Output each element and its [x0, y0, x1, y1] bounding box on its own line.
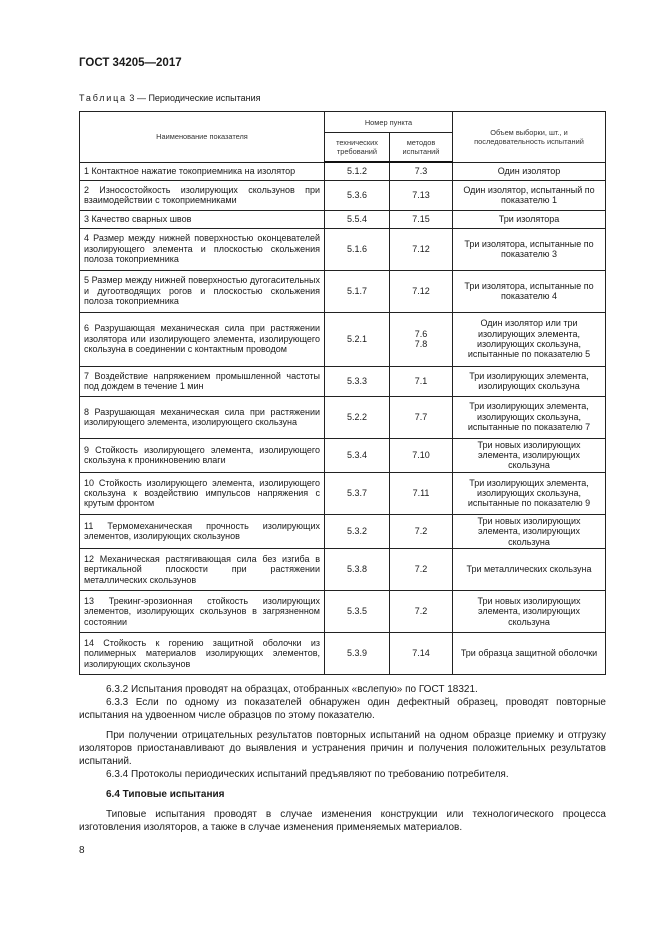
- table-row: [80, 270, 606, 312]
- header-tech-requirements: технических требований: [325, 133, 390, 163]
- cell-tech-requirement: 5.3.9: [325, 632, 390, 674]
- cell-name: 12 Механическая растягивающая сила без изгиба в вертикальной плоскости при растяжении металлических скользунов: [80, 548, 325, 590]
- header-volume: Объем выборки, шт., и последовательность испытаний: [453, 112, 606, 163]
- cell-name: 6 Разрушающая механическая сила при растяжении изолятора или изолирующего элемента, изолирующего скользуна в соединении с контактным проводом: [80, 312, 325, 366]
- cell-test-method: 7.11: [390, 472, 453, 514]
- section-heading-6-4: 6.4 Типовые испытания: [106, 789, 225, 801]
- periodic-tests-table: [79, 111, 606, 675]
- paragraph-type-tests: Типовые испытания проводят в случае изменения конструкции или технологического процесса изготовления изоляторов, а также в случае изменения применяемых материалов.: [79, 808, 606, 833]
- table-body: [80, 162, 606, 674]
- cell-name: 8 Разрушающая механическая сила при растяжении изолирующего элемента, изолирующего скользуна: [80, 396, 325, 438]
- header-number-group: Номер пункта: [325, 112, 453, 133]
- table-row: [80, 632, 606, 674]
- header-test-methods: методов испытаний: [390, 133, 453, 163]
- cell-name: 4 Размер между нижней поверхностью оконцевателей изолирующего элемента и плоскостью скольжения полоза токоприемника: [80, 228, 325, 270]
- cell-test-method: 7.14: [390, 632, 453, 674]
- cell-test-method: 7.12: [390, 228, 453, 270]
- cell-tech-requirement: 5.2.2: [325, 396, 390, 438]
- cell-tech-requirement: 5.3.3: [325, 366, 390, 396]
- cell-tech-requirement: 5.5.4: [325, 210, 390, 228]
- paragraph-6-3-3: 6.3.3 Если по одному из показателей обнаружен один дефектный образец, проводят повторные испытания на удвоенном числе образцов по этому показателю.: [79, 697, 606, 722]
- paragraph-retest: При получении отрицательных результатов повторных испытаний на одном образце приемку и отгрузку изоляторов приостанавливают до выявления и устранения причин и получения положительных результатов испытаний.: [79, 729, 606, 768]
- table-row: [80, 438, 606, 472]
- cell-name: 5 Размер между нижней поверхностью дугогасительных и дугоотводящих рогов и плоскостью скольжения полоза токоприемника: [80, 270, 325, 312]
- cell-sample-volume: Три изолирующих элемента, изолирующих скользуна, испытанные по показателю 7: [453, 396, 606, 438]
- table-row: [80, 366, 606, 396]
- cell-sample-volume: Три новых изолирующих элемента, изолирующих скользуна: [453, 438, 606, 472]
- cell-sample-volume: Три новых изолирующих элемента, изолирующих скользуна: [453, 514, 606, 548]
- cell-tech-requirement: 5.3.8: [325, 548, 390, 590]
- cell-test-method: 7.7: [390, 396, 453, 438]
- cell-name: 11 Термомеханическая прочность изолирующих элементов, изолирующих скользунов: [80, 514, 325, 548]
- cell-name: 2 Износостойкость изолирующих скользунов при взаимодействии с токоприемниками: [80, 180, 325, 210]
- cell-tech-requirement: 5.3.2: [325, 514, 390, 548]
- table-row: [80, 548, 606, 590]
- table-row: [80, 210, 606, 228]
- cell-sample-volume: Три изолятора, испытанные по показателю 4: [453, 270, 606, 312]
- table-row: [80, 396, 606, 438]
- cell-test-method: 7.2: [390, 548, 453, 590]
- cell-test-method: 7.10: [390, 438, 453, 472]
- cell-test-method: 7.2: [390, 590, 453, 632]
- paragraph-6-3-4: 6.3.4 Протоколы периодических испытаний предъявляют по требованию потребителя.: [106, 769, 509, 781]
- cell-tech-requirement: 5.1.2: [325, 162, 390, 180]
- cell-test-method: 7.6 7.8: [390, 312, 453, 366]
- cell-tech-requirement: 5.3.7: [325, 472, 390, 514]
- table-row: [80, 312, 606, 366]
- cell-tech-requirement: 5.3.5: [325, 590, 390, 632]
- table-row: [80, 472, 606, 514]
- table-row: [80, 590, 606, 632]
- cell-name: 1 Контактное нажатие токоприемника на изолятор: [80, 162, 325, 180]
- header-name: Наименование показателя: [80, 112, 325, 163]
- cell-tech-requirement: 5.3.4: [325, 438, 390, 472]
- table-row: [80, 514, 606, 548]
- page-number: 8: [79, 845, 85, 856]
- cell-test-method: 7.1: [390, 366, 453, 396]
- paragraph-6-3-2: 6.3.2 Испытания проводят на образцах, отобранных «вслепую» по ГОСТ 18321.: [106, 684, 478, 695]
- cell-tech-requirement: 5.3.6: [325, 180, 390, 210]
- cell-sample-volume: Один изолятор или три изолирующих элемента, изолирующих скользуна, испытанные по показателю 5: [453, 312, 606, 366]
- cell-sample-volume: Три изолирующих элемента, изолирующих скользуна: [453, 366, 606, 396]
- table-row: [80, 228, 606, 270]
- cell-test-method: 7.12: [390, 270, 453, 312]
- cell-tech-requirement: 5.1.7: [325, 270, 390, 312]
- table-row: [80, 180, 606, 210]
- cell-test-method: 7.15: [390, 210, 453, 228]
- table-caption-label: Таблица: [79, 93, 127, 103]
- cell-sample-volume: Три новых изолирующих элемента, изолирующих скользуна: [453, 590, 606, 632]
- cell-name: 13 Трекинг-эрозионная стойкость изолирующих элементов, изолирующих скользунов в загрязненном состоянии: [80, 590, 325, 632]
- cell-test-method: 7.13: [390, 180, 453, 210]
- cell-name: 10 Стойкость изолирующего элемента, изолирующего скользуна к воздействию импульсов напряжения с крутым фронтом: [80, 472, 325, 514]
- cell-sample-volume: Один изолятор: [453, 162, 606, 180]
- cell-tech-requirement: 5.1.6: [325, 228, 390, 270]
- cell-sample-volume: Три образца защитной оболочки: [453, 632, 606, 674]
- cell-name: 3 Качество сварных швов: [80, 210, 325, 228]
- cell-test-method: 7.3: [390, 162, 453, 180]
- cell-sample-volume: Три изолирующих элемента, изолирующих скользуна, испытанные по показателю 9: [453, 472, 606, 514]
- cell-name: 9 Стойкость изолирующего элемента, изолирующего скользуна к проникновению влаги: [80, 438, 325, 472]
- cell-sample-volume: Три металлических скользуна: [453, 548, 606, 590]
- cell-sample-volume: Три изолятора: [453, 210, 606, 228]
- cell-sample-volume: Три изолятора, испытанные по показателю 3: [453, 228, 606, 270]
- cell-name: 14 Стойкость к горению защитной оболочки из полимерных материалов изолирующих элементов, изолирующих скользунов: [80, 632, 325, 674]
- table-caption-number: 3: [129, 93, 135, 103]
- cell-sample-volume: Один изолятор, испытанный по показателю 1: [453, 180, 606, 210]
- table-caption-title: — Периодические испытания: [136, 93, 261, 103]
- body-text: [79, 683, 606, 834]
- table-caption: [79, 93, 260, 103]
- cell-test-method: 7.2: [390, 514, 453, 548]
- document-id: ГОСТ 34205—2017: [79, 57, 182, 69]
- cell-tech-requirement: 5.2.1: [325, 312, 390, 366]
- cell-name: 7 Воздействие напряжением промышленной частоты под дождем в течение 1 мин: [80, 366, 325, 396]
- table-row: [80, 162, 606, 180]
